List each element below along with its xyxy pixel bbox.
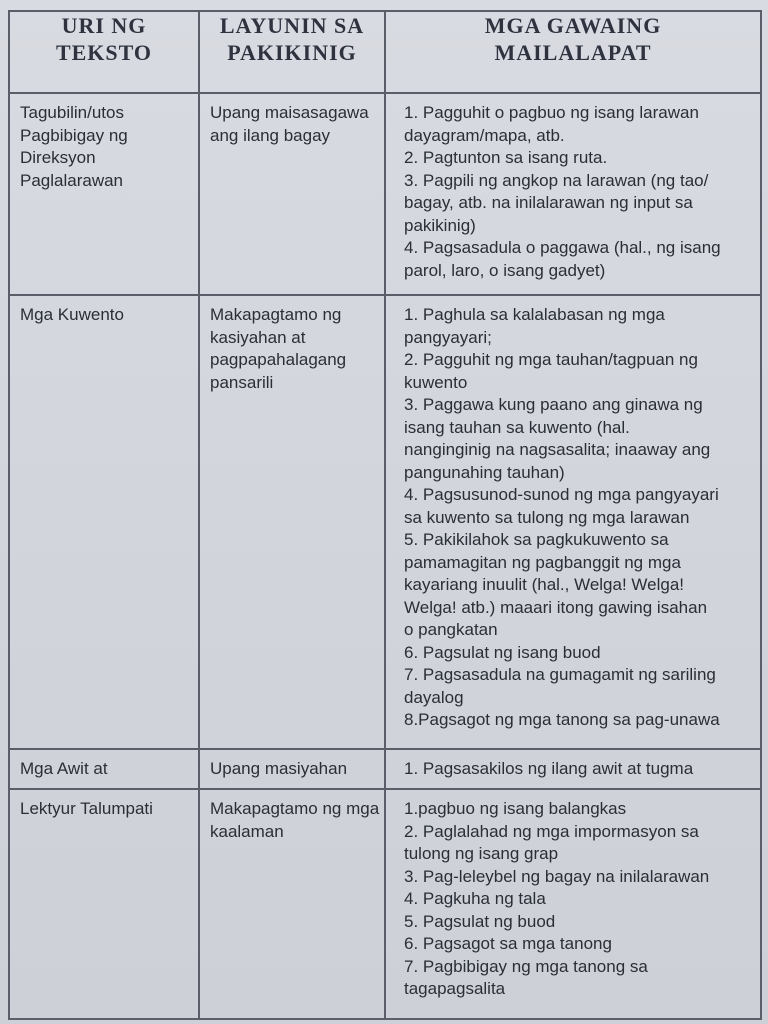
cell-gawain bbox=[385, 789, 761, 1019]
cell-text-line: bagay, atb. na inilalarawan ng input sa bbox=[404, 193, 693, 212]
cell-uri bbox=[9, 295, 199, 749]
cell-text-line: ang ilang bagay bbox=[210, 125, 331, 145]
cell-text-line: 8.Pagsagot ng mga tanong sa pag-unawa bbox=[404, 710, 720, 729]
cell-text-line: kasiyahan at bbox=[210, 327, 306, 347]
table-row bbox=[9, 295, 761, 749]
table-row bbox=[9, 93, 761, 295]
cell-layunin bbox=[199, 789, 385, 1019]
cell-text-line: 7. Pagsasadula na gumagamit ng sariling bbox=[404, 665, 716, 684]
cell-uri bbox=[9, 789, 199, 1019]
cell-text-line: 6. Pagsulat ng isang buod bbox=[404, 642, 601, 662]
cell-text-line: parol, laro, o isang gadyet) bbox=[404, 260, 606, 280]
cell-text-line: Tagubilin/utos bbox=[20, 103, 124, 122]
cell-text-line: 2. Pagtunton sa isang ruta. bbox=[404, 148, 608, 167]
cell-text-line: pangyayari; bbox=[404, 327, 492, 347]
cell-layunin bbox=[199, 93, 385, 295]
cell-text-line: 2. Pagguhit ng mga tauhan/tagpuan ng bbox=[404, 350, 698, 369]
cell-text-line: 5. Pakikilahok sa pagkukuwento sa bbox=[404, 530, 669, 549]
table-row bbox=[9, 789, 761, 1019]
cell-text-line: 1. Paghula sa kalalabasan ng mga bbox=[404, 305, 665, 324]
cell-text-line: isang tauhan sa kuwento (hal. bbox=[404, 417, 630, 437]
cell-text-line: Mga Kuwento bbox=[20, 305, 124, 324]
text-types-table bbox=[8, 10, 762, 1020]
cell-text-line: dayalog bbox=[404, 687, 464, 707]
cell-gawain bbox=[385, 93, 761, 295]
cell-text-line: tulong ng isang grap bbox=[404, 844, 559, 863]
cell-text-line: 1. Pagsasakilos ng ilang awit at tugma bbox=[404, 759, 694, 778]
cell-text-line: 4. Pagsasadula o paggawa (hal., ng isang bbox=[404, 238, 721, 257]
cell-text-line: pangunahing tauhan) bbox=[404, 462, 565, 482]
cell-layunin bbox=[199, 295, 385, 749]
cell-text-line: pakikinig) bbox=[404, 215, 476, 235]
cell-text-line: 7. Pagbibigay ng mga tanong sa bbox=[404, 956, 648, 976]
table-row bbox=[9, 749, 761, 789]
cell-text-line: Makapagtamo ng bbox=[210, 305, 342, 324]
header-layunin-sa-pakikinig: LAYUNIN SA PAKIKINIG bbox=[199, 11, 385, 93]
cell-gawain bbox=[385, 749, 761, 789]
cell-text-line: 1. Pagguhit o pagbuo ng isang larawan bbox=[404, 103, 699, 122]
header-mga-gawaing-mailalapat: MGA GAWAING MAILALAPAT bbox=[385, 11, 761, 93]
cell-text-line: 3. Pag-leleybel ng bagay na inilalarawan bbox=[404, 866, 710, 886]
table-header-row bbox=[9, 11, 761, 93]
cell-uri bbox=[9, 749, 199, 789]
cell-text-line: pansarili bbox=[210, 372, 274, 392]
cell-text-line: Lektyur Talumpati bbox=[20, 799, 153, 818]
cell-text-line: 3. Paggawa kung paano ang ginawa ng bbox=[404, 395, 703, 414]
cell-text-line: 2. Paglalahad ng mga impormasyon sa bbox=[404, 821, 699, 841]
cell-text-line: 1.pagbuo ng isang balangkas bbox=[404, 799, 627, 818]
cell-text-line: dayagram/mapa, atb. bbox=[404, 125, 565, 145]
cell-text-line: kuwento bbox=[404, 372, 468, 392]
cell-text-line: Paglalarawan bbox=[20, 170, 124, 190]
cell-layunin bbox=[199, 749, 385, 789]
cell-text-line: Direksyon bbox=[20, 148, 96, 167]
cell-text-line: 6. Pagsagot sa mga tanong bbox=[404, 934, 612, 953]
cell-text-line: pagpapahalagang bbox=[210, 350, 347, 369]
cell-text-line: 4. Pagkuha ng tala bbox=[404, 889, 546, 908]
cell-text-line: pamamagitan ng pagbanggit ng mga bbox=[404, 552, 681, 572]
header-uri-ng-teksto: URI NG TEKSTO bbox=[9, 11, 199, 93]
cell-text-line: tagapagsalita bbox=[404, 979, 506, 998]
cell-text-line: Upang maisasagawa bbox=[210, 103, 369, 122]
cell-text-line: 5. Pagsulat ng buod bbox=[404, 911, 556, 931]
cell-uri bbox=[9, 93, 199, 295]
cell-text-line: 3. Pagpili ng angkop na larawan (ng tao/ bbox=[404, 170, 709, 190]
cell-text-line: Makapagtamo ng mga bbox=[210, 799, 380, 818]
cell-text-line: o pangkatan bbox=[404, 620, 498, 639]
cell-text-line: Pagbibigay ng bbox=[20, 125, 128, 145]
cell-text-line: sa kuwento sa tulong ng mga larawan bbox=[404, 507, 690, 527]
cell-gawain bbox=[385, 295, 761, 749]
cell-text-line: nanginginig na nagsasalita; inaaway ang bbox=[404, 440, 711, 459]
cell-text-line: kayariang inuulit (hal., Welga! Welga! bbox=[404, 575, 685, 594]
cell-text-line: 4. Pagsusunod-sunod ng mga pangyayari bbox=[404, 485, 719, 504]
cell-text-line: kaalaman bbox=[210, 821, 284, 841]
cell-text-line: Mga Awit at bbox=[20, 759, 108, 778]
cell-text-line: Upang masiyahan bbox=[210, 759, 348, 778]
cell-text-line: Welga! atb.) maaari itong gawing isahan bbox=[404, 597, 708, 617]
